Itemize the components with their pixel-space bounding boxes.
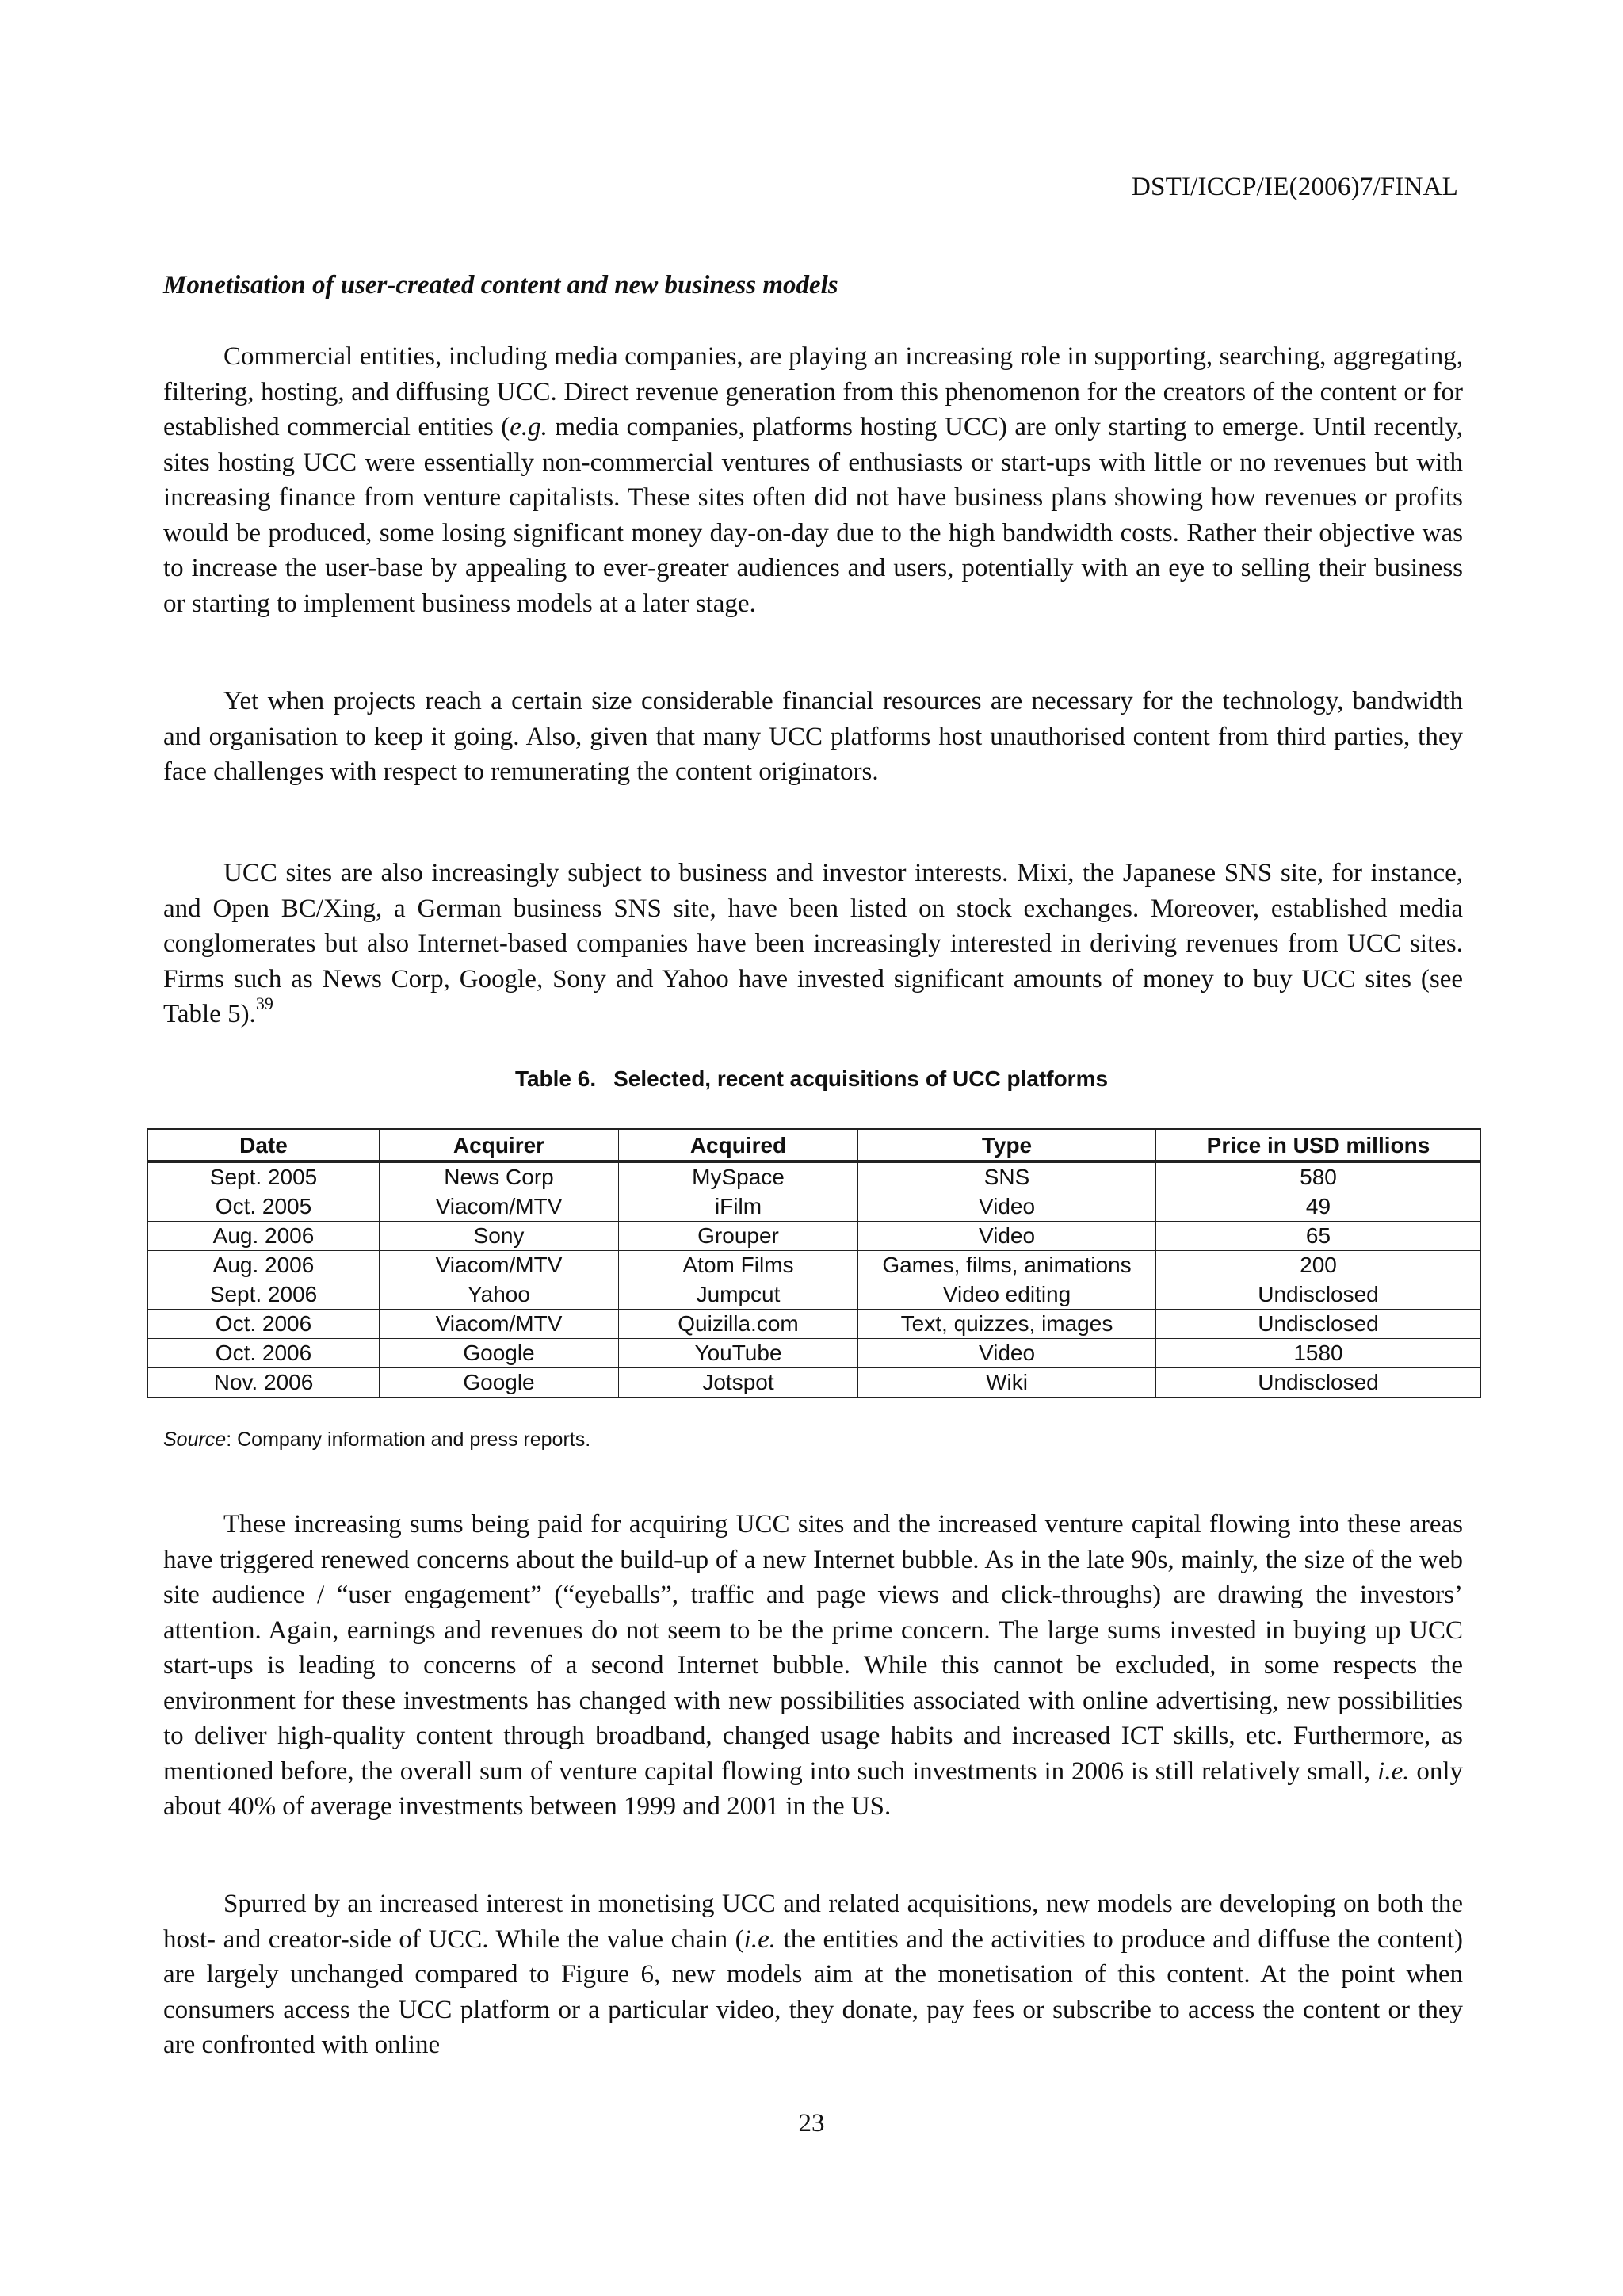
table-cell: Google bbox=[380, 1368, 619, 1398]
table-cell: Viacom/MTV bbox=[380, 1192, 619, 1222]
acquisitions-table bbox=[147, 1128, 1481, 1398]
table-source: Source: Company information and press reports. bbox=[163, 1428, 591, 1451]
footnote-reference: 39 bbox=[255, 994, 273, 1013]
table-header-row bbox=[148, 1129, 1481, 1161]
paragraph-commercial-entities: Commercial entities, including media companies, are playing an increasing role in supporting, searching, aggregating, filtering, hosting, and diffusing UCC. Direct revenue generation from this phenomenon for the creators of the content or for established commercial entities (e.g. media companies, platforms hosting UCC) are only starting to emerge. Until recently, sites hosting UCC were essentially non-commercial ventures of enthusiasts or start-ups with little or no revenues but with increasing finance from venture capitalists. These sites often did not have business plans showing how revenues or profits would be produced, some losing significant money day-on-day due to the high bandwidth costs. Rather their objective was to increase the user-base by appealing to ever-greater audiences and users, potentially with an eye to selling their business or starting to implement business models at a later stage. bbox=[163, 342, 1463, 618]
table-header-cell: Acquired bbox=[619, 1129, 858, 1161]
table-cell: Undisclosed bbox=[1156, 1280, 1481, 1310]
table-cell: Wiki bbox=[858, 1368, 1156, 1398]
table-cell: 65 bbox=[1156, 1222, 1481, 1251]
table-cell: Aug. 2006 bbox=[148, 1222, 380, 1251]
table-cell: YouTube bbox=[619, 1339, 858, 1368]
table-cell: Viacom/MTV bbox=[380, 1310, 619, 1339]
table-cell: Atom Films bbox=[619, 1251, 858, 1280]
table-caption bbox=[0, 1066, 1623, 1092]
paragraph-monetisation-models: Spurred by an increased interest in monetising UCC and related acquisitions, new models are developing on both the host- and creator-side of UCC. While the value chain (i.e. the entities and the activities to produce and diffuse the content) are largely unchanged compared to Figure 6, new models aim at the monetisation of this content. At the point when consumers access the UCC platform or a particular video, they donate, pay fees or subscribe to access the content or they are confronted with online bbox=[163, 1890, 1464, 2059]
table-cell: Yahoo bbox=[380, 1280, 619, 1310]
table-row bbox=[148, 1251, 1481, 1280]
table-cell: 200 bbox=[1156, 1251, 1481, 1280]
table-cell: 580 bbox=[1156, 1161, 1481, 1192]
table-cell: 1580 bbox=[1156, 1339, 1481, 1368]
table-header-cell: Acquirer bbox=[380, 1129, 619, 1161]
table-cell: Oct. 2006 bbox=[148, 1339, 380, 1368]
table-title: Selected, recent acquisitions of UCC platforms bbox=[613, 1066, 1109, 1091]
table-cell: Nov. 2006 bbox=[148, 1368, 380, 1398]
table-cell: Video bbox=[858, 1192, 1156, 1222]
table-number: Table 6. bbox=[514, 1066, 597, 1091]
table-cell: Oct. 2006 bbox=[148, 1310, 380, 1339]
paragraph-financial-resources: Yet when projects reach a certain size considerable financial resources are necessary for the technology, bandwidth and organisation to keep it going. Also, given that many UCC platforms host unauthorised content from third parties, they face challenges with respect to remunerating the content originators. bbox=[163, 687, 1463, 786]
table-cell: Jumpcut bbox=[619, 1280, 858, 1310]
table-header-cell: Type bbox=[858, 1129, 1156, 1161]
page-number: 23 bbox=[798, 2109, 825, 2138]
section-heading: Monetisation of user-created content and new business models bbox=[163, 271, 838, 299]
table-cell: iFilm bbox=[619, 1192, 858, 1222]
table-cell: Viacom/MTV bbox=[380, 1251, 619, 1280]
paragraph-investor-interests: UCC sites are also increasingly subject to business and investor interests. Mixi, the Japanese SNS site, for instance, and Open BC/Xing, a German business SNS site, have been listed on stock exchanges. Moreover, established media conglomerates but also Internet-based companies have been increasingly interested in deriving revenues from UCC sites. Firms such as News Corp, Google, Sony and Yahoo have invested significant amounts of money to buy UCC sites (see Table 5).$^{39}$ bbox=[163, 859, 1463, 1028]
table-row bbox=[148, 1161, 1481, 1192]
table-cell: Undisclosed bbox=[1156, 1310, 1481, 1339]
table-cell: 49 bbox=[1156, 1192, 1481, 1222]
table-row bbox=[148, 1339, 1481, 1368]
table-cell: Google bbox=[380, 1339, 619, 1368]
table-cell: Sony bbox=[380, 1222, 619, 1251]
table-row bbox=[148, 1310, 1481, 1339]
table-row bbox=[148, 1368, 1481, 1398]
table-cell: Sept. 2005 bbox=[148, 1161, 380, 1192]
table-cell: Video bbox=[858, 1222, 1156, 1251]
table-row bbox=[148, 1222, 1481, 1251]
table-cell: Sept. 2006 bbox=[148, 1280, 380, 1310]
table-cell: Text, quizzes, images bbox=[858, 1310, 1156, 1339]
table-cell: News Corp bbox=[380, 1161, 619, 1192]
table-header-cell: Date bbox=[148, 1129, 380, 1161]
table-header-cell: Price in USD millions bbox=[1156, 1129, 1481, 1161]
document-reference: DSTI/ICCP/IE(2006)7/FINAL bbox=[1132, 173, 1458, 201]
table-cell: Jotspot bbox=[619, 1368, 858, 1398]
table-cell: Quizilla.com bbox=[619, 1310, 858, 1339]
table-row bbox=[148, 1192, 1481, 1222]
table-cell: Video editing bbox=[858, 1280, 1156, 1310]
paragraph-internet-bubble: These increasing sums being paid for acquiring UCC sites and the increased venture capital flowing into these areas have triggered renewed concerns about the build-up of a new Internet bubble. As in the late 90s, mainly, the size of the web site audience / “user engagement” (“eyeballs”, traffic and page views and click-throughs) are drawing the investors’ attention. Again, earnings and revenues do not seem to be the prime concern. The large sums invested in buying up UCC start-ups is leading to concerns of a second Internet bubble. While this cannot be excluded, in some respects the environment for these investments has changed with new possibilities associated with online advertising, new possibilities to deliver high-quality content through broadband, changed usage habits and increased ICT skills, etc. Furthermore, as mentioned before, the overall sum of venture capital flowing into such investments in 2006 is still relatively small, i.e. only about 40% of average investments between 1999 and 2001 in the US. bbox=[163, 1510, 1464, 1821]
table-cell: Video bbox=[858, 1339, 1156, 1368]
table-cell: MySpace bbox=[619, 1161, 858, 1192]
table-cell: Grouper bbox=[619, 1222, 858, 1251]
table-row bbox=[148, 1280, 1481, 1310]
table-cell: Games, films, animations bbox=[858, 1251, 1156, 1280]
table-cell: Oct. 2005 bbox=[148, 1192, 380, 1222]
table-cell: SNS bbox=[858, 1161, 1156, 1192]
table-cell: Aug. 2006 bbox=[148, 1251, 380, 1280]
table-cell: Undisclosed bbox=[1156, 1368, 1481, 1398]
